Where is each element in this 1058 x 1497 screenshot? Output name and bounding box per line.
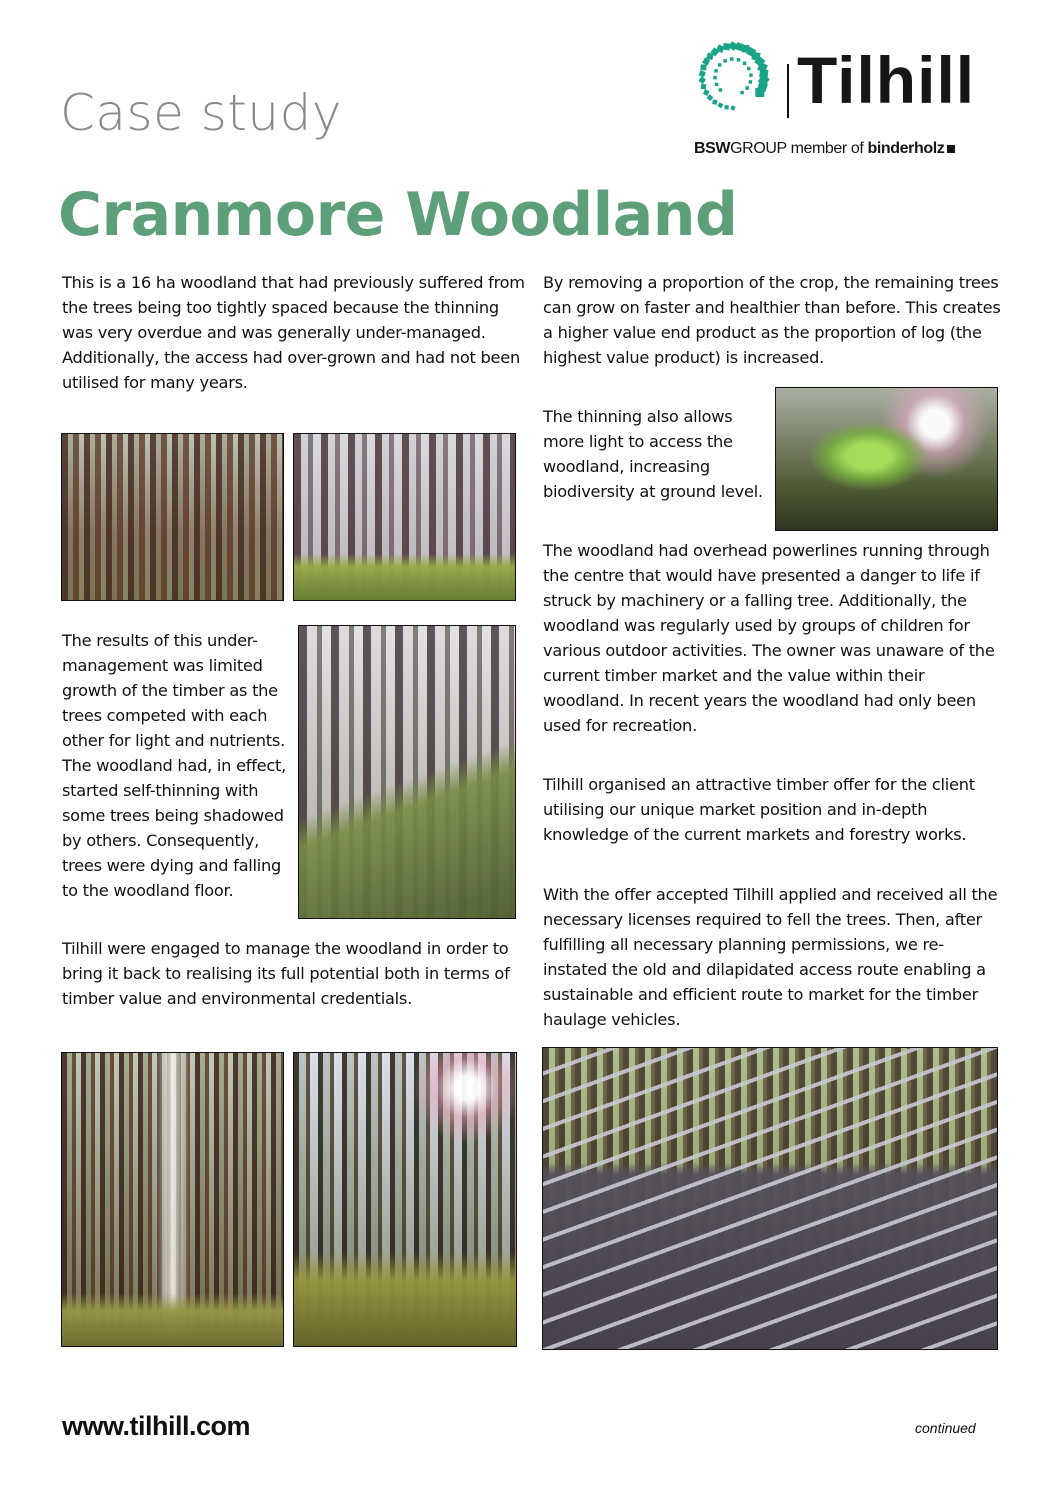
logo-dot [730, 57, 734, 61]
logo-square [701, 64, 707, 70]
logo-square [724, 105, 728, 109]
crop-removal-paragraph: By removing a proportion of the crop, the remaining trees can grow on faster and healthier than before. This creates a higher value end product as the proportion of log (the highest value product) is increased. [543, 273, 1001, 367]
logo-divider [787, 64, 789, 118]
timber-offer-paragraph: Tilhill organised an attractive timber offer for the client utilising our unique market position and in-depth knowledge of the current markets and forestry works. [543, 775, 975, 844]
engagement-paragraph: Tilhill were engaged to manage the woodland in order to bring it back to realising its full potential both in terms of timber value and environmental credentials. [62, 939, 510, 1008]
logo-dot [715, 83, 719, 87]
logo-square [699, 70, 706, 77]
light-biodiversity-paragraph: The thinning also allows more light to access the woodland, increasing biodiversity at ground level. [543, 407, 763, 501]
parent-company: binderholz [867, 140, 945, 157]
photo-conifer-mossy-ground [293, 433, 516, 601]
logo-wordmark: Tilhill [797, 43, 976, 117]
page-title: Cranmore Woodland [58, 180, 738, 250]
logo-dot [718, 63, 722, 66]
logo-group-tagline [694, 140, 955, 158]
photo-access-gate [542, 1047, 998, 1350]
logo-square [703, 89, 710, 96]
group-name-bold: BSW [694, 140, 731, 157]
logo-square [698, 76, 706, 84]
tilhill-leaf-ring-icon [693, 36, 773, 118]
logo-dot [737, 58, 741, 62]
logo-dot [749, 80, 753, 84]
logo-dot [747, 67, 751, 71]
powerlines-paragraph: The woodland had overhead powerlines running through the centre that would have presented a danger to life if struck by machinery or a falling tree. Additionally, the woodland was regularly used by groups of children for various outdoor activities. The owner was unaware of the current timber market and the value within their woodland. In recent years the woodland had only been used for recreation. [543, 541, 995, 735]
photo-fallen-tree [298, 625, 516, 919]
logo-dot [714, 69, 718, 73]
photo-sunlit-leaf [775, 387, 998, 531]
logo-dot [713, 76, 717, 80]
intro-paragraph: This is a 16 ha woodland that had previously suffered from the trees being too tightly spaced because the thinning was very overdue and was generally under-managed. Additionally, the access had over-grown and had not been utilised for many years. [62, 273, 525, 392]
website-link[interactable]: www.tilhill.com [62, 1411, 251, 1441]
logo-dot [745, 86, 749, 90]
photo-pines-sun-flare [293, 1052, 517, 1347]
logo-dot [740, 91, 744, 95]
results-paragraph: The results of this under-management was limited growth of the timber as the trees competed with each other for light and nutrients. The woodland had, in effect, started self-thinning with some trees being shadowed by others. Consequently, trees were dying and falling to the woodland floor. [62, 631, 287, 900]
logo-square [712, 99, 718, 105]
logo-dot [723, 59, 727, 63]
logo-square [717, 102, 723, 108]
photo-forest-ride [61, 1052, 284, 1347]
logo-square [730, 105, 735, 110]
logo-dot [743, 62, 747, 66]
photo-dense-conifer-stand [61, 433, 284, 601]
document-kicker: Case study [60, 84, 342, 142]
continued-label: continued [915, 1420, 976, 1436]
logo-square [701, 84, 707, 90]
group-name-regular: GROUP member of [730, 140, 868, 157]
logo-dot [719, 88, 723, 92]
logo-dot [749, 73, 753, 77]
licenses-paragraph: With the offer accepted Tilhill applied and received all the necessary licenses required to fell the trees. Then, after fulfilling all necessary planning permissions, we re-instated the old and dilapidated access route enabling a sustainable and efficient route to market for the timber haulage vehicles. [543, 885, 998, 1029]
square-icon [947, 145, 955, 153]
